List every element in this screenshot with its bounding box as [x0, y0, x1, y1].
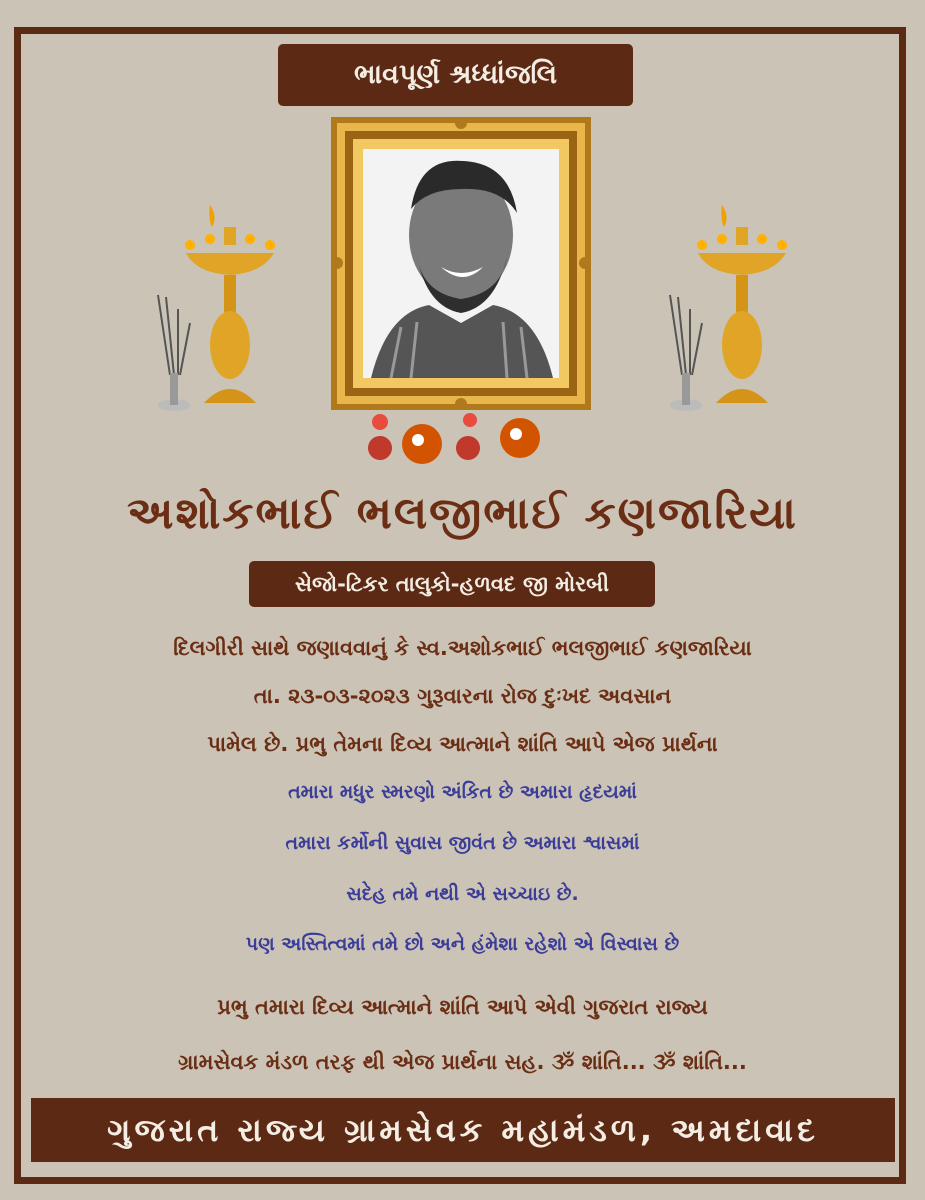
- portrait-photo: [331, 117, 591, 410]
- oil-lamp-icon: [662, 205, 787, 415]
- address-badge: સેજો-ટિકર તાલુકો-હળવદ જી મોરબી: [249, 561, 655, 607]
- message-line: તા. ૨૩-૦૩-૨૦૨૩ ગુરૂવારના રોજ દુઃખદ અવસાન: [253, 684, 672, 708]
- poem-line: પણ અસ્તિત્વમાં તમે છો અને હંમેશા રહેશો એ વિસ્વાસ છે: [245, 933, 680, 955]
- message-line: દિલગીરી સાથે જણાવવાનું કે સ્વ.અશોકભાઈ ભલજીભાઈ કણજારિયા: [173, 636, 752, 660]
- poem-line: સદેહ તમે નથી એ સચ્ચાઇ છે.: [346, 883, 579, 905]
- message-line: પામેલ છે. પ્રભુ તેમના દિવ્ય આત્માને શાંતિ આપે એજ પ્રાર્થના: [207, 732, 718, 756]
- poem-line: તમારા કર્મોની સુવાસ જીવંત છે અમારા શ્વાસમાં: [285, 832, 640, 854]
- header-title: ભાવપૂર્ણ શ્રધ્ધાંજલિ: [278, 44, 633, 106]
- footer-organization: ગુજરાત રાજ્ય ગ્રામસેવક મહામંડળ, અમદાવાદ: [31, 1098, 895, 1162]
- deceased-name: અશોકભાઈ ભલજીભાઈ કણજારિયા: [127, 488, 798, 539]
- prayer-line: પ્રભુ તમારા દિવ્ય આત્માને શાંતિ આપે એવી ગુજરાત રાજ્ય: [217, 995, 708, 1019]
- oil-lamp-icon: [150, 205, 275, 415]
- prayer-line: ગ્રામસેવક મંડળ તરફ થી એજ પ્રાર્થના સહ. ૐ શાંતિ... ૐ શાંતિ...: [178, 1050, 747, 1074]
- flowers-icon: [360, 408, 560, 468]
- poem-line: તમારા મધુર સ્મરણો અંકિત છે અમારા હૃદયમાં: [288, 781, 637, 803]
